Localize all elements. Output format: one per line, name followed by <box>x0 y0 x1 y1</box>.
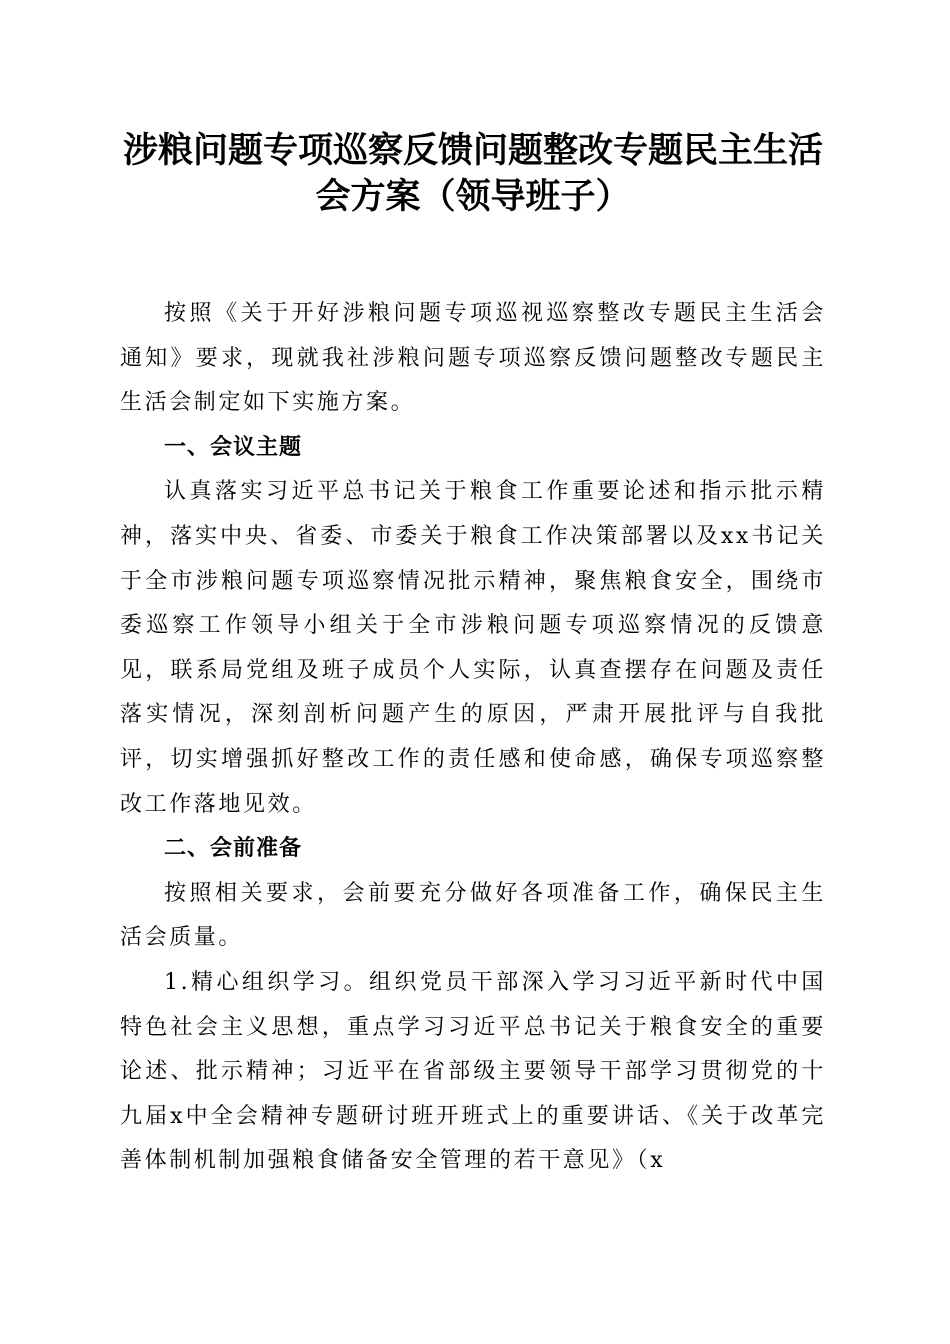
intro-paragraph: 按照《关于开好涉粮问题专项巡视巡察整改专题民主生活会通知》要求，现就我社涉粮问题专项巡察反馈问题整改专题民主生活会制定如下实施方案。 <box>120 301 826 416</box>
title-line-2: 会方案（领导班子） <box>315 176 631 217</box>
title-line-1: 涉粮问题专项巡察反馈问题整改专题民主生活 <box>122 130 823 171</box>
document-title <box>120 128 826 220</box>
document-body <box>120 292 826 1184</box>
preparation-item-1: 1.精心组织学习。组织党员干部深入学习习近平新时代中国特色社会主义思想，重点学习习近平总书记关于粮食安全的重要论述、批示精神；习近平在省部级主要领导干部学习贯彻党的十九届x中全会精神专题研讨班开班式上的重要讲话、《关于改革完善体制机制加强粮食储备安全管理的若干意见》（x <box>120 969 826 1174</box>
section-heading-meeting-theme: 一、会议主题 <box>164 434 303 460</box>
preparation-paragraph: 按照相关要求，会前要充分做好各项准备工作，确保民主生活会质量。 <box>120 880 826 951</box>
meeting-theme-paragraph: 认真落实习近平总书记关于粮食工作重要论述和指示批示精神，落实中央、省委、市委关于粮食工作决策部署以及xx书记关于全市涉粮问题专项巡察情况批示精神，聚焦粮食安全，围绕市委巡察工作领导小组关于全市涉粮问题专项巡察情况的反馈意见，联系局党组及班子成员个人实际，认真查摆存在问题及责任落实情况，深刻剖析问题产生的原因，严肃开展批评与自我批评，切实增强抓好整改工作的责任感和使命感，确保专项巡察整改工作落地见效。 <box>120 479 826 817</box>
document-page <box>120 128 826 1184</box>
section-heading-preparation: 二、会前准备 <box>164 836 303 862</box>
